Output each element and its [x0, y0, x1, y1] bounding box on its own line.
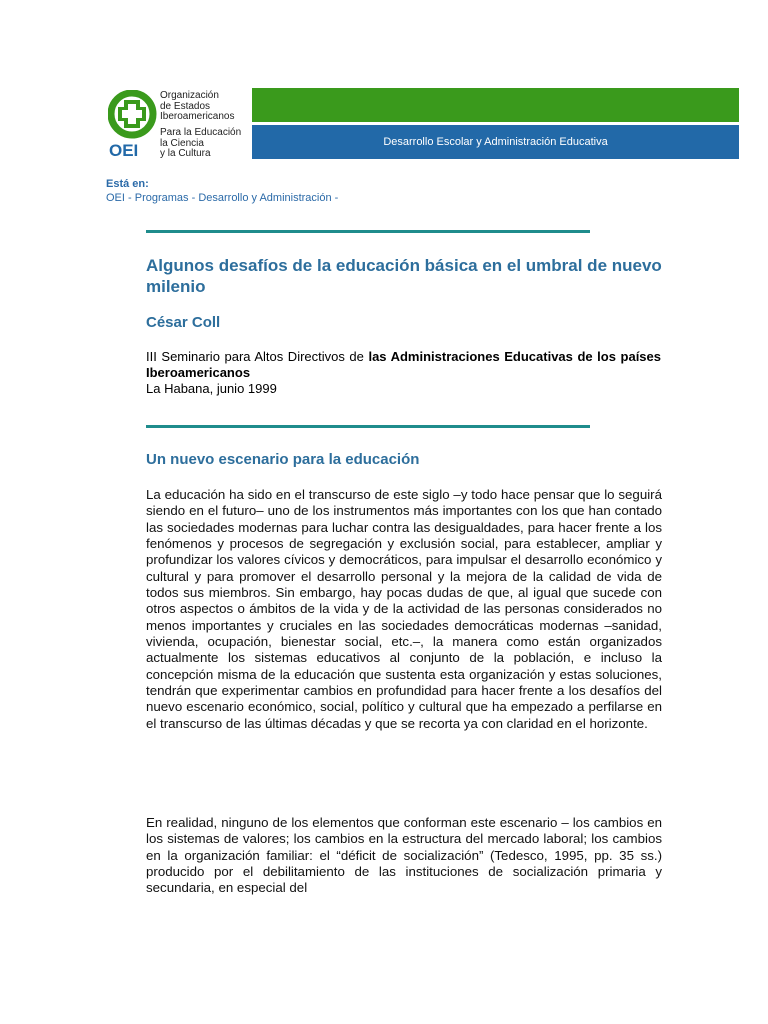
oei-logo[interactable]	[106, 87, 254, 161]
org-line: Iberoamericanos	[160, 111, 235, 122]
breadcrumb-separator: -	[124, 192, 135, 204]
breadcrumb-label: Está en:	[106, 178, 149, 190]
breadcrumb	[106, 177, 338, 205]
breadcrumb-link-desarrollo[interactable]: Desarrollo y Administración	[198, 192, 332, 204]
article-author: César Coll	[146, 314, 221, 331]
seminar-info	[146, 349, 661, 381]
divider-rule	[146, 230, 590, 233]
breadcrumb-separator: -	[188, 192, 199, 204]
breadcrumb-link-programas[interactable]: Programas	[134, 192, 189, 204]
seminar-organizers: las Administraciones Educativas de los países Iberoamericanos	[146, 349, 661, 380]
site-header	[106, 87, 739, 161]
org-subtitle	[160, 128, 241, 160]
org-sub-line: la Ciencia	[160, 137, 204, 149]
breadcrumb-separator: -	[331, 192, 339, 204]
body-paragraph: En realidad, ninguno de los elementos que conforman este escenario – los cambios en los sistemas de valores; los cambios en la estructura del mercado laboral; los cambios en la organización familiar: el “déficit de socialización” (Tedesco, 1995, pp. 35 ss.) producido por el debilitamiento de las instituciones de socialización primaria y secundaria, en especial del	[146, 815, 662, 896]
section-heading: Un nuevo escenario para la educación	[146, 451, 420, 468]
divider-rule	[146, 425, 590, 428]
section-banner-text: Desarrollo Escolar y Administración Educativa	[383, 136, 608, 148]
seminar-prefix: III Seminario para Altos Directivos de	[146, 349, 369, 364]
section-banner	[252, 125, 739, 159]
breadcrumb-link-oei[interactable]: OEI	[106, 192, 125, 204]
org-name	[160, 91, 234, 123]
org-sub-line: Para la Educación	[160, 127, 242, 138]
logo-acronym: OEI	[109, 141, 139, 160]
article-title: Algunos desafíos de la educación básica en el umbral de nuevo milenio	[146, 256, 662, 296]
oei-logo-icon	[108, 90, 158, 160]
org-sub-line: y la Cultura	[160, 148, 211, 159]
body-paragraph: La educación ha sido en el transcurso de este siglo –y todo hace pensar que lo seguirá siendo en el futuro– uno de los instrumentos más importantes con los que han contado las sociedades modernas para luchar contra las desigualdades, para hacer frente a los fenómenos y procesos de segregación y exclusión social, para establecer, ampliar y profundizar los valores cívicos y democráticos, para impulsar el desarrollo económico y cultural y para promover el desarrollo personal y la mejora de la calidad de vida de todos sus miembros. Sin embargo, hay pocas dudas de que, al igual que sucede con otros aspectos o ámbitos de la vida y de la actividad de las personas considerados no menos importantes y cruciales en las sociedades democráticas modernas –sanidad, vivienda, ocupación, bienestar social, etc.–, la manera como están organizados actualmente los sistemas educativos al conjunto de la población, e incluso la concepción misma de la educación que sustenta esta organización y estas soluciones, tendrán que experimentar cambios en profundidad para hacer frente a los desafíos del nuevo escenario económico, social, político y cultural que ha empezado a perfilarse en el transcurso de las últimas décadas y que se recorta ya con claridad en el horizonte.	[146, 487, 662, 731]
header-green-bar	[252, 88, 739, 122]
place-date: La Habana, junio 1999	[146, 381, 277, 396]
org-line: Organización	[160, 90, 219, 101]
org-line: de Estados	[160, 100, 211, 112]
